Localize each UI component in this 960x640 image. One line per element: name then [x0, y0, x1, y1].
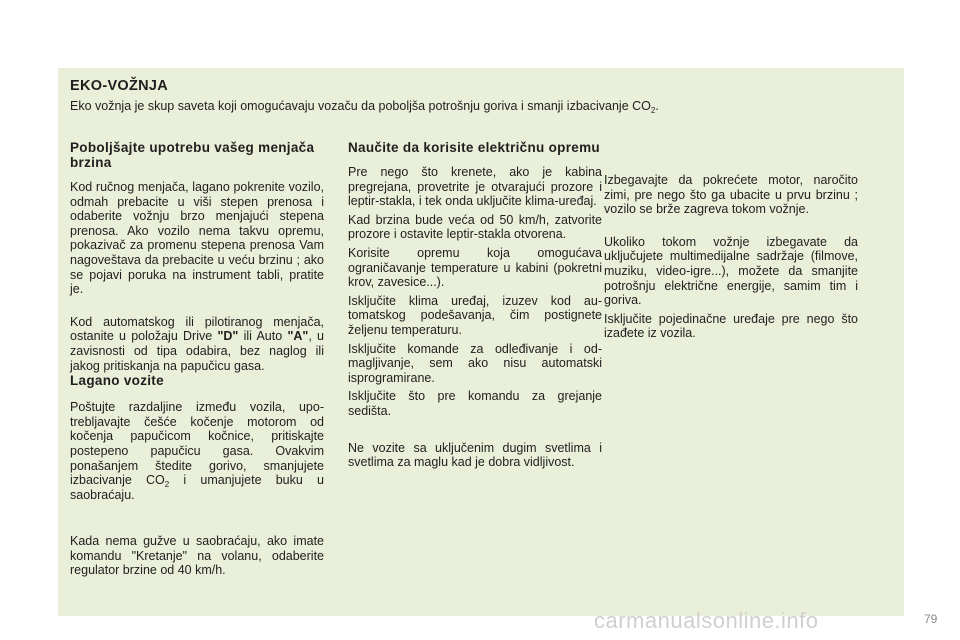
co2-subscript: 2	[164, 480, 170, 490]
heading-gearbox: Poboljšajte upotrebu vašeg menjača brzina	[70, 140, 315, 170]
paragraph-switch-off: Isključite pojedinačne uređaje pre nego što izađete iz vozila.	[604, 311, 858, 341]
intro-end: .	[655, 99, 659, 113]
column-2	[348, 140, 602, 470]
text-span: Poštujte razdaljine između vozila, upotrebljavajte češće kočenje motorom od kočenja papučicom kočnice, pritiskajte postepeno papučicu gasa. Ovakvim ponašanjem štedite gorivo, smanjujete izbacivanje CO	[70, 400, 324, 488]
paragraph-defrost: Isključite komande za odleđivanje i odmagljivanje, sem ako nisu automatski isprogramirane.	[348, 341, 602, 385]
heading-drive-smoothly: Lagano vozite	[70, 373, 164, 389]
watermark: carmanualsonline.info	[594, 608, 819, 633]
paragraph-manual-gearbox: Kod ručnog menjača, lagano pokrenite vozilo, odmah prebacite u viši stepen prenosa i odaberite vožnju brzo menjajući stepena prenosa. Ako vozilo nema takvu opremu, pokazivač za promenu stepena prenosa Vam nagoveštava da prebacite u veću brzinu ; ako se pojavi poruka na instrument tabli, pratite je.	[70, 180, 324, 297]
paragraph-equipment: Korisite opremu koja omogućava ograničavanje temperature u kabini (pokretni krov, zavesice...).	[348, 245, 602, 290]
paragraph-warm-up: Izbegavajte da pokrećete motor, naročito zimi, pre nego što ga ubacite u prvu brzinu ; vozilo se brže zagreva tokom vožnje.	[604, 173, 858, 217]
paragraph-automatic-gearbox	[70, 315, 324, 373]
paragraph-multimedia: Ukoliko tokom vožnje izbegavate da uključujete multimedijalne sadržaje (filmove, muziku, video-igre...), možete da smanjite potrošnju električne energije, samim tim i goriva.	[604, 234, 858, 308]
auto-mode-label: "A"	[287, 329, 309, 344]
text-span: i umanjujete buku u saobraćaju.	[70, 473, 324, 502]
column-1	[70, 140, 324, 578]
paragraph-ventilate: Pre nego što krenete, ako je kabina pregrejana, provetrite je otvarajući prozore i leptir-stakla, i tek onda uključite klima-uređaj.	[348, 165, 602, 209]
intro-subscript: 2	[650, 106, 656, 115]
drive-mode-label: "D"	[217, 329, 239, 344]
paragraph-close-windows: Kad brzina bude veća od 50 km/h, zatvorite prozore i ostavite leptir-stakla otvorena.	[348, 212, 602, 242]
intro-text	[70, 99, 659, 114]
text-span: ili Auto	[238, 329, 288, 344]
paragraph-air-conditioning: Isključite klima uređaj, izuzev kod automatskog podešavanja, čim postignete željenu temperaturu.	[348, 293, 602, 337]
column-3	[604, 173, 858, 341]
paragraph-distances	[70, 400, 324, 502]
paragraph-seat-heating: Isključite što pre komandu za grejanje sedišta.	[348, 389, 602, 418]
paragraph-cruise: Kada nema gužve u saobraćaju, ako imate komandu "Kretanje" na volanu, odaberite regulator brzine od 40 km/h.	[70, 534, 324, 578]
page-number: 79	[924, 612, 938, 626]
page-title: EKO-VOŽNJA	[70, 78, 169, 94]
paragraph-lights: Ne vozite sa uključenim dugim svetlima i svetlima za maglu kad je dobra vidljivost.	[348, 440, 602, 470]
intro-main: Eko vožnja je skup saveta koji omogućavaju vozaču da poboljša potrošnju goriva i smanji izbacivanje CO	[70, 99, 651, 113]
text-span: , u zavisnosti od tipa odabira, bez naglog ili jakog pritiskanja na papučicu gasa.	[70, 329, 324, 373]
text-span: Kod automatskog ili pilotiranog menjača, ostanite u položaju Drive	[70, 314, 324, 344]
heading-electrical-equipment: Naučite da korisite električnu opremu	[348, 140, 600, 155]
